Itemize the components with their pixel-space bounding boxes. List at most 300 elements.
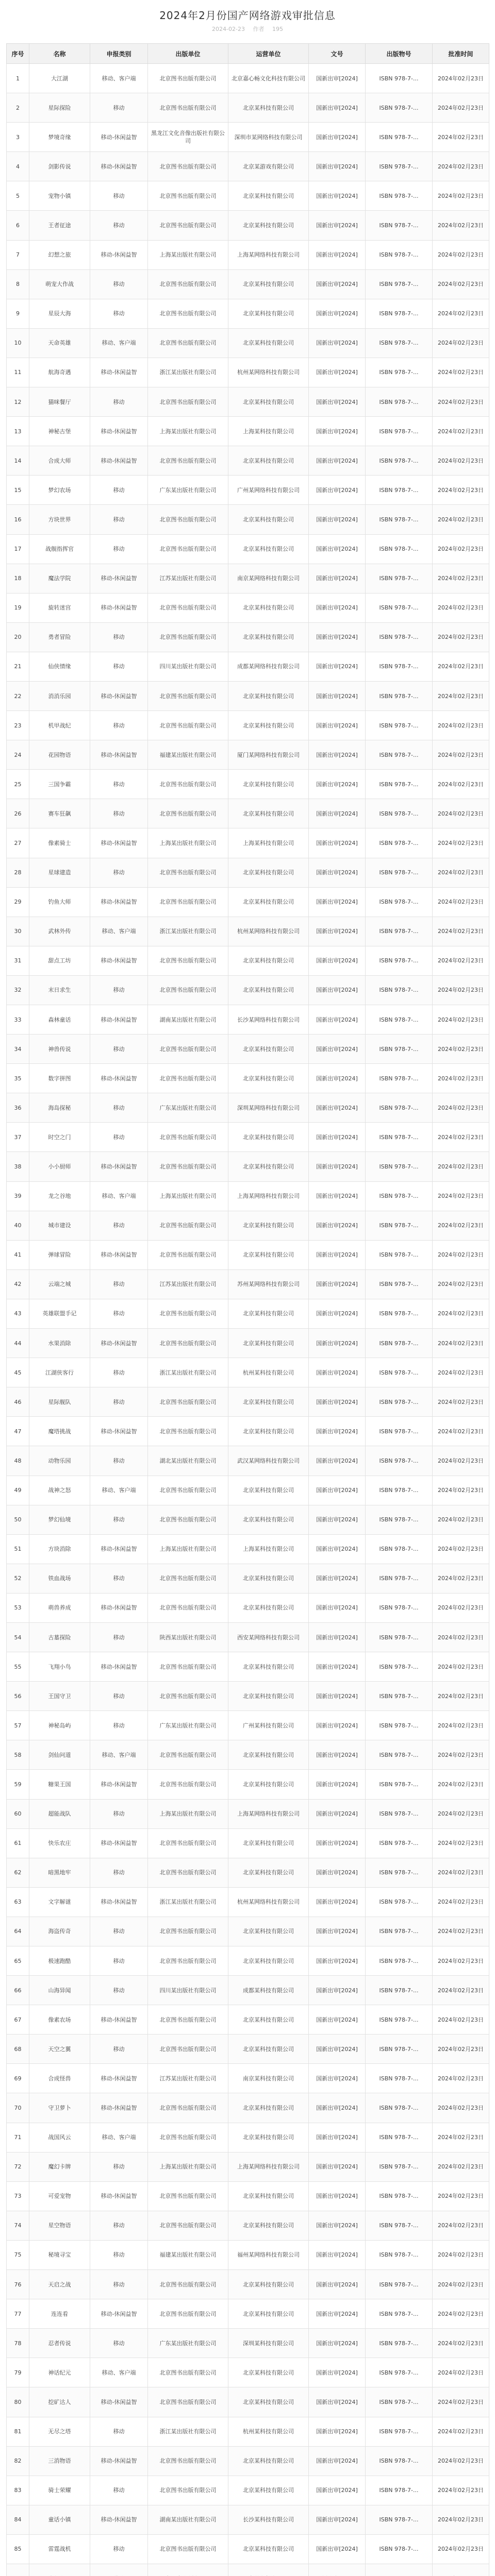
approval-date-cell: 2024年02月23日 [433,152,489,181]
approval-date-cell: 2024年02月23日 [433,93,489,123]
game-name-cell: 城市建设 [29,1211,90,1240]
isbn-cell: ISBN 978-7-... [366,2240,433,2269]
isbn-cell: ISBN 978-7-... [366,1093,433,1123]
table-row [7,299,489,328]
isbn-cell: ISBN 978-7-... [366,1476,433,1505]
publisher-cell: 上海某出版社有限公司 [148,828,228,858]
isbn-cell: ISBN 978-7-... [366,1505,433,1534]
table-row [7,2358,489,2387]
operator-cell: 北京某科技有限公司 [228,1387,309,1417]
approval-number-cell: 国新出审[2024] [309,123,366,152]
isbn-cell: ISBN 978-7-... [366,2005,433,2035]
operator-cell: 北京某科技有限公司 [228,1123,309,1152]
table-header [7,44,489,64]
approval-number-cell: 国新出审[2024] [309,564,366,593]
operator-cell: 杭州某网络科技有限公司 [228,917,309,946]
game-name-cell: 星空物语 [29,2211,90,2240]
category-cell [90,2564,148,2576]
game-name-cell: 暗黑地牢 [29,1858,90,1887]
approval-number-cell: 国新出审[2024] [309,2446,366,2476]
approval-date-cell: 2024年02月23日 [433,1828,489,1858]
row-index-cell: 29 [7,887,29,917]
row-index-cell: 11 [7,358,29,387]
row-index-cell: 66 [7,1976,29,2005]
operator-cell: 北京某科技有限公司 [228,2211,309,2240]
operator-cell: 杭州某网络科技有限公司 [228,358,309,387]
row-index-cell: 13 [7,417,29,446]
game-name-cell: 龙之谷地 [29,1181,90,1211]
publisher-cell: 北京图书出版有限公司 [148,1240,228,1269]
approval-date-cell: 2024年02月23日 [433,1064,489,1093]
isbn-cell: ISBN 978-7-... [366,1858,433,1887]
approval-number-cell: 国新出审[2024] [309,2064,366,2093]
column-header: 序号 [7,44,29,64]
operator-cell: 北京某科技有限公司 [228,387,309,417]
game-name-cell: 星际舰队 [29,1387,90,1417]
approval-number-cell: 国新出审[2024] [309,593,366,622]
table-row [7,476,489,505]
isbn-cell: ISBN 978-7-... [366,740,433,770]
operator-cell: 北京某科技有限公司 [228,1240,309,1269]
isbn-cell: ISBN 978-7-... [366,1181,433,1211]
category-cell: 移动-休闲益智 [90,1593,148,1622]
isbn-cell: ISBN 978-7-... [366,211,433,240]
publisher-cell: 北京图书出版有限公司 [148,2093,228,2123]
publisher-cell: 上海某出版社有限公司 [148,240,228,269]
category-cell: 移动 [90,476,148,505]
row-index-cell: 81 [7,2417,29,2446]
row-index-cell: 76 [7,2270,29,2299]
table-row [7,2093,489,2123]
publisher-cell: 江苏某出版社有限公司 [148,564,228,593]
game-name-cell: 仙侠情缘 [29,652,90,681]
publisher-cell: 北京图书出版有限公司 [148,622,228,652]
approval-number-cell: 国新出审[2024] [309,1446,366,1476]
approval-date-cell: 2024年02月23日 [433,328,489,358]
approval-date-cell: 2024年02月23日 [433,1946,489,1976]
isbn-cell: ISBN 978-7-... [366,770,433,799]
approval-number-cell: 国新出审[2024] [309,711,366,740]
category-cell: 移动-休闲益智 [90,1828,148,1858]
publisher-cell: 北京图书出版有限公司 [148,1064,228,1093]
isbn-cell: ISBN 978-7-... [366,593,433,622]
approval-number-cell: 国新出审[2024] [309,740,366,770]
table-row [7,1887,489,1917]
category-cell: 移动 [90,1093,148,1123]
publisher-cell: 北京图书出版有限公司 [148,2005,228,2035]
table-row [7,2152,489,2181]
approval-date-cell: 2024年02月23日 [433,387,489,417]
table-row [7,1152,489,1181]
publisher-cell: 陕西某出版社有限公司 [148,1622,228,1652]
column-header: 名称 [29,44,90,64]
approval-number-cell: 国新出审[2024] [309,1917,366,1946]
approval-date-cell: 2024年02月23日 [433,446,489,476]
operator-cell: 南京某网络科技有限公司 [228,564,309,593]
isbn-cell: ISBN 978-7-... [366,1828,433,1858]
game-name-cell: 挖矿达人 [29,2387,90,2417]
isbn-cell: ISBN 978-7-... [366,240,433,269]
category-cell: 移动 [90,211,148,240]
table-row [7,1358,489,1387]
publisher-cell: 北京图书出版有限公司 [148,887,228,917]
operator-cell: 北京某科技有限公司 [228,1828,309,1858]
table-row [7,2064,489,2093]
category-cell: 移动-休闲益智 [90,1652,148,1682]
operator-cell: 北京某科技有限公司 [228,1417,309,1446]
approval-number-cell: 国新出审[2024] [309,387,366,417]
operator-cell: 北京某科技有限公司 [228,2270,309,2299]
table-row [7,1828,489,1858]
publisher-cell: 浙江某出版社有限公司 [148,917,228,946]
isbn-cell: ISBN 978-7-... [366,1299,433,1328]
isbn-cell: ISBN 978-7-... [366,858,433,887]
category-cell: 移动 [90,2270,148,2299]
game-name-cell: 王者征途 [29,211,90,240]
approval-date-cell: 2024年02月23日 [433,1770,489,1799]
category-cell: 移动-休闲益智 [90,417,148,446]
table-row [7,1476,489,1505]
row-index-cell: 4 [7,152,29,181]
approval-date-cell: 2024年02月23日 [433,711,489,740]
table-row [7,2240,489,2269]
row-index-cell [7,2564,29,2576]
operator-cell: 上海某科技有限公司 [228,828,309,858]
category-cell: 移动-休闲益智 [90,681,148,710]
row-index-cell: 3 [7,123,29,152]
table-row [7,1564,489,1593]
approval-number-cell: 国新出审[2024] [309,299,366,328]
game-name-cell: 骑士荣耀 [29,2476,90,2505]
approval-number-cell: 国新出审[2024] [309,417,366,446]
isbn-cell: ISBN 978-7-... [366,2299,433,2329]
column-header: 文号 [309,44,366,64]
approval-number-cell: 国新出审[2024] [309,1181,366,1211]
category-cell: 移动 [90,1123,148,1152]
publisher-cell: 北京图书出版有限公司 [148,2181,228,2211]
publisher-cell: 浙江某出版社有限公司 [148,2417,228,2446]
isbn-cell: ISBN 978-7-... [366,1035,433,1064]
game-name-cell: 无尽之塔 [29,2417,90,2446]
row-index-cell: 43 [7,1299,29,1328]
approval-number-cell: 国新出审[2024] [309,2299,366,2329]
publisher-cell: 北京图书出版有限公司 [148,446,228,476]
approval-date-cell: 2024年02月23日 [433,2505,489,2534]
approval-date-cell: 2024年02月23日 [433,828,489,858]
approval-number-cell: 国新出审[2024] [309,1946,366,1976]
approval-number-cell: 国新出审[2024] [309,1387,366,1417]
table-row [7,123,489,152]
category-cell: 移动、客户端 [90,64,148,93]
operator-cell: 北京某科技有限公司 [228,1476,309,1505]
operator-cell: 北京某科技有限公司 [228,1593,309,1622]
category-cell: 移动-休闲益智 [90,2005,148,2035]
row-index-cell: 5 [7,181,29,211]
approval-number-cell: 国新出审[2024] [309,1152,366,1181]
approval-number-cell: 国新出审[2024] [309,2534,366,2564]
category-cell: 移动 [90,1269,148,1299]
approval-number-cell: 国新出审[2024] [309,858,366,887]
operator-cell: 长沙某网络科技有限公司 [228,1005,309,1035]
approval-number-cell: 国新出审[2024] [309,1858,366,1887]
approval-date-cell: 2024年02月23日 [433,1446,489,1476]
category-cell: 移动-休闲益智 [90,1240,148,1269]
isbn-cell: ISBN 978-7-... [366,1887,433,1917]
table-row [7,1622,489,1652]
game-name-cell: 战国风云 [29,2123,90,2152]
approval-number-cell: 国新出审[2024] [309,446,366,476]
table-row [7,1682,489,1711]
game-name-cell: 海盗传奇 [29,1917,90,1946]
table-row [7,1211,489,1240]
approval-number-cell: 国新出审[2024] [309,622,366,652]
operator-cell: 广州某网络科技有限公司 [228,476,309,505]
row-index-cell: 80 [7,2387,29,2417]
approval-number-cell: 国新出审[2024] [309,269,366,299]
isbn-cell: ISBN 978-7-... [366,1269,433,1299]
game-name-cell: 旋转迷宫 [29,593,90,622]
operator-cell: 北京某科技有限公司 [228,1946,309,1976]
row-index-cell: 61 [7,1828,29,1858]
isbn-cell: ISBN 978-7-... [366,2211,433,2240]
table-row [7,652,489,681]
row-index-cell: 6 [7,211,29,240]
isbn-cell: ISBN 978-7-... [366,64,433,93]
publisher-cell: 北京图书出版有限公司 [148,593,228,622]
approval-number-cell: 国新出审[2024] [309,2093,366,2123]
approval-number-cell: 国新出审[2024] [309,652,366,681]
isbn-cell: ISBN 978-7-... [366,1946,433,1976]
approval-date-cell: 2024年02月23日 [433,2005,489,2035]
game-name-cell: 快乐农庄 [29,1828,90,1858]
row-index-cell: 18 [7,564,29,593]
category-cell: 移动 [90,975,148,1005]
approval-date-cell: 2024年02月23日 [433,1505,489,1534]
approval-date-cell: 2024年02月23日 [433,946,489,975]
table-row [7,2446,489,2476]
row-index-cell: 42 [7,1269,29,1299]
game-name-cell: 极速跑酷 [29,1946,90,1976]
category-cell: 移动-休闲益智 [90,2505,148,2534]
approval-number-cell: 国新出审[2024] [309,505,366,534]
row-index-cell: 44 [7,1329,29,1358]
approval-number-cell: 国新出审[2024] [309,2329,366,2358]
game-name-cell: 森林童话 [29,1005,90,1035]
table-row [7,887,489,917]
publisher-cell: 北京图书出版有限公司 [148,1770,228,1799]
operator-cell: 杭州某网络科技有限公司 [228,1887,309,1917]
approval-date-cell: 2024年02月23日 [433,799,489,828]
publisher-cell: 北京图书出版有限公司 [148,387,228,417]
category-cell: 移动-休闲益智 [90,946,148,975]
game-name-cell: 消消乐园 [29,681,90,710]
table-row [7,387,489,417]
game-name-cell: 童话小镇 [29,2505,90,2534]
approval-number-cell: 国新出审[2024] [309,1123,366,1152]
publisher-cell: 浙江某出版社有限公司 [148,1887,228,1917]
approval-date-cell: 2024年02月23日 [433,2270,489,2299]
approval-number-cell: 国新出审[2024] [309,2123,366,2152]
table-row [7,505,489,534]
row-index-cell: 74 [7,2211,29,2240]
operator-cell: 上海某网络科技有限公司 [228,1799,309,1828]
approval-date-cell: 2024年02月23日 [433,2329,489,2358]
operator-cell: 成都某网络科技有限公司 [228,652,309,681]
isbn-cell: ISBN 978-7-... [366,1534,433,1564]
approval-date-cell: 2024年02月23日 [433,975,489,1005]
row-index-cell: 62 [7,1858,29,1887]
isbn-cell: ISBN 978-7-... [366,1564,433,1593]
publisher-cell: 广东某出版社有限公司 [148,1711,228,1740]
isbn-cell: ISBN 978-7-... [366,828,433,858]
isbn-cell: ISBN 978-7-... [366,152,433,181]
publish-date: 2024-02-23 [212,26,245,32]
approval-number-cell: 国新出审[2024] [309,1711,366,1740]
game-name-cell: 弹球冒险 [29,1240,90,1269]
approval-number-cell: 国新出审[2024] [309,1622,366,1652]
isbn-cell: ISBN 978-7-... [366,123,433,152]
category-cell: 移动-休闲益智 [90,2093,148,2123]
table-row [7,917,489,946]
category-cell: 移动 [90,2240,148,2269]
category-cell: 移动、客户端 [90,917,148,946]
publisher-cell: 广东某出版社有限公司 [148,1093,228,1123]
operator-cell: 北京某科技有限公司 [228,269,309,299]
table-row [7,1946,489,1976]
operator-cell: 长沙某科技有限公司 [228,2505,309,2534]
approval-date-cell: 2024年02月23日 [433,2240,489,2269]
approval-number-cell: 国新出审[2024] [309,1652,366,1682]
publisher-cell: 北京图书出版有限公司 [148,1858,228,1887]
row-index-cell: 17 [7,534,29,564]
category-cell: 移动 [90,1564,148,1593]
approval-number-cell: 国新出审[2024] [309,2270,366,2299]
category-cell: 移动 [90,1299,148,1328]
approval-number-cell: 国新出审[2024] [309,64,366,93]
operator-cell: 北京某科技有限公司 [228,2476,309,2505]
approval-date-cell: 2024年02月23日 [433,1269,489,1299]
game-name-cell: 像素农场 [29,2005,90,2035]
game-name-cell: 萌宠大作战 [29,269,90,299]
table-row [7,1740,489,1770]
row-index-cell: 67 [7,2005,29,2035]
isbn-cell: ISBN 978-7-... [366,1593,433,1622]
approval-date-cell: 2024年02月23日 [433,123,489,152]
game-name-cell [29,2564,90,2576]
approval-date-cell: 2024年02月23日 [433,2446,489,2476]
isbn-cell: ISBN 978-7-... [366,975,433,1005]
approval-date-cell: 2024年02月23日 [433,1152,489,1181]
approval-date-cell: 2024年02月23日 [433,593,489,622]
approval-date-cell: 2024年02月23日 [433,2064,489,2093]
publisher-cell: 北京图书出版有限公司 [148,181,228,211]
publisher-cell: 广东某出版社有限公司 [148,476,228,505]
publisher-cell: 北京图书出版有限公司 [148,269,228,299]
game-name-cell: 萌兽养成 [29,1593,90,1622]
publisher-cell: 黑龙江文化音像出版社有限公司 [148,123,228,152]
isbn-cell: ISBN 978-7-... [366,1770,433,1799]
game-name-cell: 星际探险 [29,93,90,123]
approval-date-cell [433,2564,489,2576]
row-index-cell: 39 [7,1181,29,1211]
operator-cell: 北京某科技有限公司 [228,681,309,710]
row-index-cell: 25 [7,770,29,799]
category-cell: 移动 [90,2035,148,2064]
operator-cell: 北京某科技有限公司 [228,1299,309,1328]
category-cell: 移动 [90,387,148,417]
publisher-cell: 四川某出版社有限公司 [148,652,228,681]
operator-cell: 北京某科技有限公司 [228,1152,309,1181]
approval-date-cell: 2024年02月23日 [433,1417,489,1446]
table-row [7,681,489,710]
isbn-cell: ISBN 978-7-... [366,1211,433,1240]
isbn-cell: ISBN 978-7-... [366,476,433,505]
category-cell: 移动 [90,181,148,211]
operator-cell: 北京某科技有限公司 [228,446,309,476]
category-cell: 移动 [90,1211,148,1240]
publisher-cell: 北京图书出版有限公司 [148,1682,228,1711]
isbn-cell: ISBN 978-7-... [366,2329,433,2358]
approval-date-cell: 2024年02月23日 [433,2211,489,2240]
isbn-cell: ISBN 978-7-... [366,1976,433,2005]
category-cell: 移动-休闲益智 [90,740,148,770]
isbn-cell: ISBN 978-7-... [366,1740,433,1770]
publisher-cell [148,2564,228,2576]
isbn-cell: ISBN 978-7-... [366,93,433,123]
operator-cell: 广州某科技有限公司 [228,1711,309,1740]
category-cell: 移动-休闲益智 [90,240,148,269]
approval-date-cell: 2024年02月23日 [433,1476,489,1505]
operator-cell: 北京某科技有限公司 [228,1211,309,1240]
approval-date-cell: 2024年02月23日 [433,1799,489,1828]
publisher-cell: 福建某出版社有限公司 [148,2240,228,2269]
approval-table-wrapper [6,43,489,2576]
row-index-cell: 15 [7,476,29,505]
column-header: 出版单位 [148,44,228,64]
operator-cell: 武汉某网络科技有限公司 [228,1446,309,1476]
approval-number-cell: 国新出审[2024] [309,1005,366,1035]
game-name-cell: 魔法学院 [29,564,90,593]
approval-date-cell: 2024年02月23日 [433,887,489,917]
approval-date-cell: 2024年02月23日 [433,2093,489,2123]
game-name-cell: 梦境奇缘 [29,123,90,152]
table-row [7,1387,489,1417]
approval-number-cell: 国新出审[2024] [309,1564,366,1593]
approval-date-cell: 2024年02月23日 [433,476,489,505]
category-cell: 移动 [90,2211,148,2240]
operator-cell: 上海某网络科技有限公司 [228,1181,309,1211]
table-row [7,1329,489,1358]
operator-cell: 北京某科技有限公司 [228,1740,309,1770]
game-name-cell: 秘境寻宝 [29,2240,90,2269]
approval-date-cell: 2024年02月23日 [433,1622,489,1652]
page-title: 2024年2月份国产网络游戏审批信息 [159,9,336,22]
row-index-cell: 16 [7,505,29,534]
table-row [7,828,489,858]
publisher-cell: 北京图书出版有限公司 [148,211,228,240]
approval-number-cell: 国新出审[2024] [309,1211,366,1240]
row-index-cell: 85 [7,2534,29,2564]
publisher-cell: 上海某出版社有限公司 [148,2152,228,2181]
table-row [7,1005,489,1035]
row-index-cell: 83 [7,2476,29,2505]
table-row [7,2181,489,2211]
operator-cell: 北京某科技有限公司 [228,2035,309,2064]
game-name-cell: 铁血战场 [29,1564,90,1593]
operator-cell: 北京某科技有限公司 [228,1505,309,1534]
operator-cell: 北京某科技有限公司 [228,534,309,564]
category-cell: 移动、客户端 [90,1740,148,1770]
